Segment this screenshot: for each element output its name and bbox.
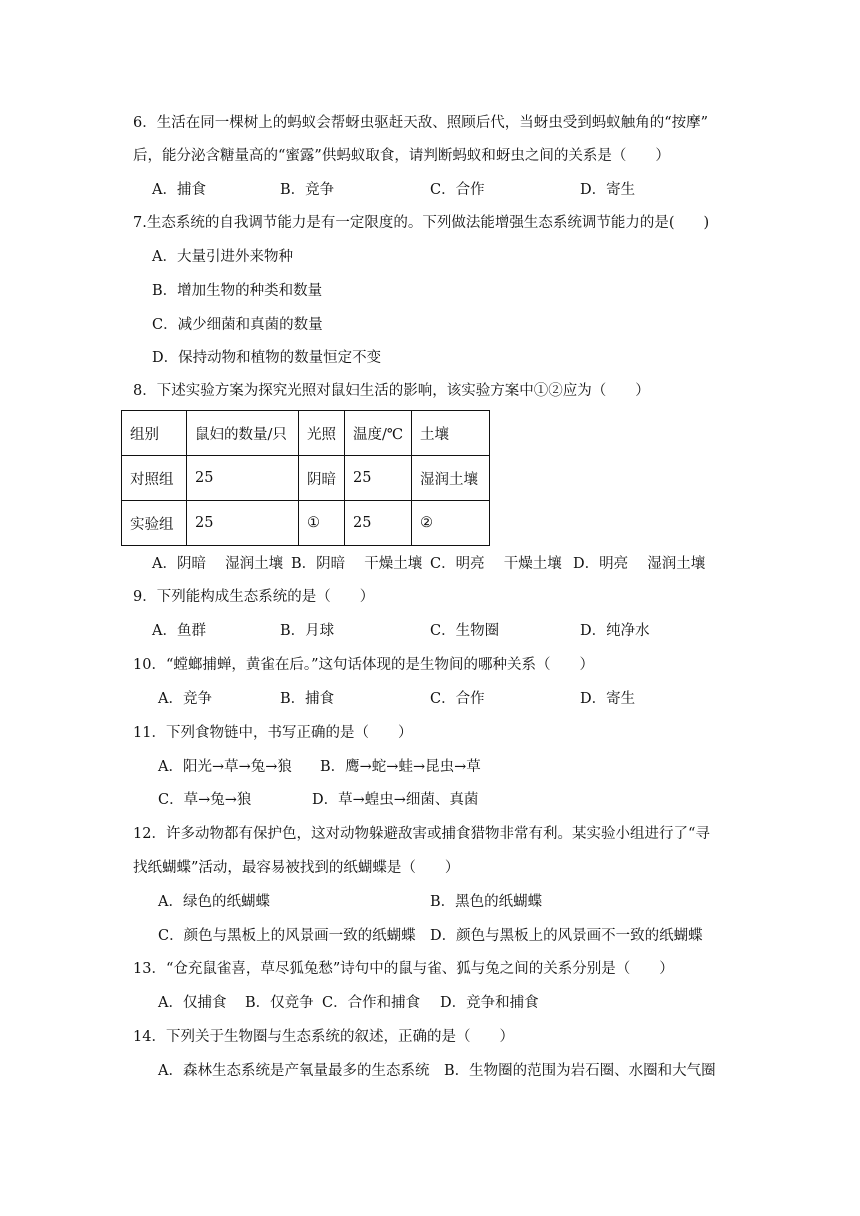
- table-cell: 湿润土壤: [412, 456, 490, 501]
- q8-experiment-table: [121, 410, 490, 546]
- q14-stem-line-1: 14．下列关于生物圈与生态系统的叙述，正确的是（ ）: [133, 1029, 514, 1045]
- q12-option-b[interactable]: B．黑色的纸蝴蝶: [430, 894, 543, 910]
- table-header-cell: 组别: [122, 411, 187, 456]
- q7-option-c[interactable]: C．减少细菌和真菌的数量: [152, 317, 323, 333]
- q10-option-b[interactable]: B．捕食: [280, 691, 335, 707]
- table-row: [122, 456, 490, 501]
- q6-stem-line-1: 6．生活在同一棵树上的蚂蚁会帮蚜虫驱赶天敌、照顾后代，当蚜虫受到蚂蚁触角的“按摩”: [133, 115, 709, 131]
- table-cell: 25: [187, 456, 299, 501]
- q9-option-d[interactable]: D．纯净水: [580, 623, 650, 639]
- table-header-cell: 鼠妇的数量/只: [187, 411, 299, 456]
- q8-option-c[interactable]: C．明亮 干燥土壤: [430, 556, 562, 572]
- table-header-cell: 土壤: [412, 411, 490, 456]
- q12-stem-line-2: 找纸蝴蝶”活动，最容易被找到的纸蝴蝶是（ ）: [133, 860, 460, 876]
- table-header-row: [122, 411, 490, 456]
- q12-option-c[interactable]: C．颜色与黑板上的风景画一致的纸蝴蝶: [158, 928, 416, 944]
- q12-option-a[interactable]: A．绿色的纸蝴蝶: [158, 894, 270, 910]
- q13-option-d[interactable]: D．竞争和捕食: [440, 995, 539, 1011]
- q13-option-b[interactable]: B．仅竞争: [245, 995, 314, 1011]
- q7-option-b[interactable]: B．增加生物的种类和数量: [152, 283, 323, 299]
- q10-stem-line-1: 10．“螳螂捕蝉，黄雀在后。”这句话体现的是生物间的哪种关系（ ）: [133, 657, 595, 673]
- table-cell: 阴暗: [299, 456, 345, 501]
- q11-option-d[interactable]: D．草→蝗虫→细菌、真菌: [312, 792, 479, 808]
- q7-option-d[interactable]: D．保持动物和植物的数量恒定不变: [152, 350, 382, 366]
- table-cell: 25: [345, 456, 412, 501]
- q13-stem-line-1: 13．“仓充鼠雀喜，草尽狐兔愁”诗句中的鼠与雀、狐与兔之间的关系分别是（ ）: [133, 961, 674, 977]
- q6-option-d[interactable]: D．寄生: [580, 182, 636, 198]
- q14-option-a[interactable]: A．森林生态系统是产氧量最多的生态系统: [158, 1063, 430, 1079]
- table-header-cell: 温度/℃: [345, 411, 412, 456]
- q6-stem-line-2: 后，能分泌含糖量高的“蜜露”供蚂蚁取食，请判断蚂蚁和蚜虫之间的关系是（ ）: [133, 148, 670, 164]
- q11-option-b[interactable]: B．鹰→蛇→蛙→昆虫→草: [320, 759, 481, 775]
- q9-option-b[interactable]: B．月球: [280, 623, 335, 639]
- q9-option-a[interactable]: A．鱼群: [152, 623, 206, 639]
- q8-option-b[interactable]: B．阴暗 干燥土壤: [291, 556, 423, 572]
- q11-option-a[interactable]: A．阳光→草→兔→狼: [158, 759, 292, 775]
- q13-option-a[interactable]: A．仅捕食: [158, 995, 227, 1011]
- table-cell: ①: [299, 501, 345, 546]
- table-cell: 25: [345, 501, 412, 546]
- q9-option-c[interactable]: C．生物圈: [430, 623, 500, 639]
- q12-stem-line-1: 12．许多动物都有保护色，这对动物躲避敌害或捕食猎物非常有利。某实验小组进行了“寻: [133, 826, 710, 842]
- q10-option-a[interactable]: A．竞争: [158, 691, 212, 707]
- q8-option-d[interactable]: D．明亮 湿润土壤: [573, 556, 706, 572]
- q12-option-d[interactable]: D．颜色与黑板上的风景画不一致的纸蝴蝶: [430, 928, 703, 944]
- table-row: [122, 501, 490, 546]
- q6-option-b[interactable]: B．竞争: [280, 182, 335, 198]
- table-cell: 对照组: [122, 456, 187, 501]
- q6-option-c[interactable]: C．合作: [430, 182, 485, 198]
- table-cell: 实验组: [122, 501, 187, 546]
- q7-stem-line-1: 7.生态系统的自我调节能力是有一定限度的。下列做法能增强生态系统调节能力的是( ): [133, 215, 710, 231]
- q11-stem-line-1: 11．下列食物链中，书写正确的是（ ）: [133, 725, 413, 741]
- table-cell: ②: [412, 501, 490, 546]
- q14-option-b[interactable]: B．生物圈的范围为岩石圈、水圈和大气圈: [444, 1063, 716, 1079]
- q8-stem-line-1: 8．下述实验方案为探究光照对鼠妇生活的影响，该实验方案中①②应为（ ）: [133, 383, 650, 399]
- q13-option-c[interactable]: C．合作和捕食: [322, 995, 421, 1011]
- q6-option-a[interactable]: A．捕食: [152, 182, 206, 198]
- q8-option-a[interactable]: A．阴暗 湿润土壤: [152, 556, 284, 572]
- q9-stem-line-1: 9．下列能构成生态系统的是（ ）: [133, 589, 375, 605]
- table-cell: 25: [187, 501, 299, 546]
- table-header-cell: 光照: [299, 411, 345, 456]
- q11-option-c[interactable]: C．草→兔→狼: [158, 792, 252, 808]
- q10-option-c[interactable]: C．合作: [430, 691, 485, 707]
- q10-option-d[interactable]: D．寄生: [580, 691, 636, 707]
- q7-option-a[interactable]: A．大量引进外来物种: [152, 249, 293, 265]
